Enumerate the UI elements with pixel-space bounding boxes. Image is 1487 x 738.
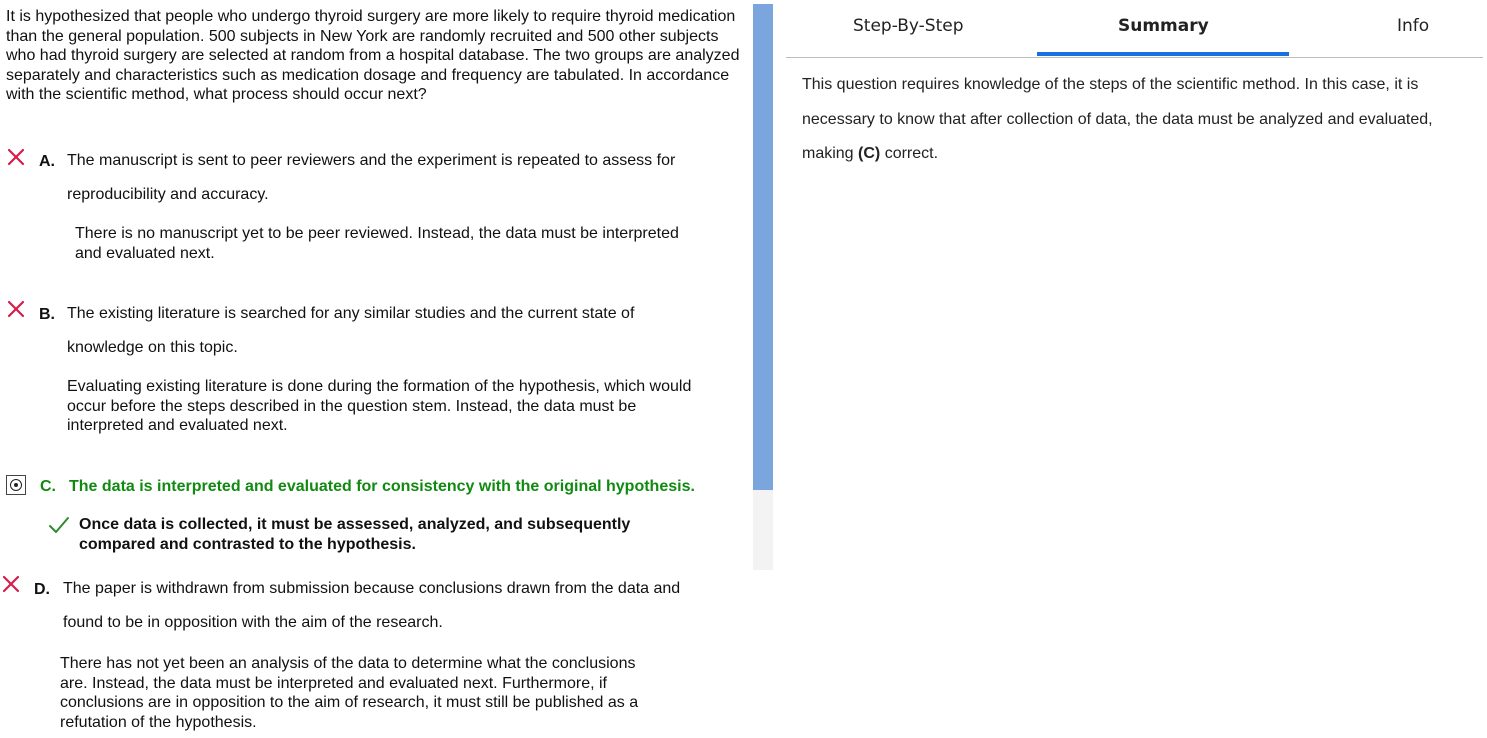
option-c-text[interactable]: The data is interpreted and evaluated for consistency with the original hypothesis. xyxy=(69,478,695,495)
summary-answer-letter: (C) xyxy=(858,145,881,162)
option-d-expl-line-1: There has not yet been an analysis of the data to determine what the conclusions xyxy=(60,655,636,672)
option-d-line-2: found to be in opposition with the aim of the research. xyxy=(63,614,443,631)
option-b-explanation xyxy=(67,377,691,436)
correct-check-icon xyxy=(48,516,70,534)
question-stem: It is hypothesized that people who undergo thyroid surgery are more likely to require thyroid medication than the general population. 500 subjects in New York are randomly recruited and 500 other subjects who had thyroid surgery are selected at random from a hospital database. The two groups are analyzed separately and characteristics such as medication dosage and frequency are tabulated. In accordance with the scientific method, what process should occur next? xyxy=(6,8,740,103)
summary-line-2: necessary to know that after collection of data, the data must be analyzed and evaluated, xyxy=(802,110,1433,128)
incorrect-x-icon xyxy=(7,148,27,168)
option-b-text[interactable] xyxy=(67,297,634,365)
option-d-letter[interactable]: D. xyxy=(34,581,50,598)
option-c-expl-line-2: compared and contrasted to the hypothesis. xyxy=(79,535,416,553)
option-d-text[interactable] xyxy=(63,572,680,640)
option-b-expl-line-1: Evaluating existing literature is done during the formation of the hypothesis, which would xyxy=(67,378,692,395)
option-a-text[interactable] xyxy=(67,144,675,212)
option-d-expl-line-3: conclusions are in opposition to the aim of research, it must still be published as a xyxy=(60,694,639,711)
option-b-expl-line-2: occur before the steps described in the question stem. Instead, the data must be xyxy=(67,397,637,415)
summary-line-3-post: correct. xyxy=(880,145,939,162)
summary-line-1: This question requires knowledge of the steps of the scientific method. In this case, it is xyxy=(802,76,1419,93)
tab-info[interactable]: Info xyxy=(1397,16,1430,36)
scrollbar-thumb[interactable] xyxy=(753,4,773,490)
summary-line-3 xyxy=(802,137,1482,172)
tab-summary[interactable]: Summary xyxy=(1118,16,1209,36)
radio-selected-icon[interactable] xyxy=(6,475,26,495)
option-a-explanation xyxy=(75,224,679,263)
incorrect-x-icon xyxy=(2,575,22,595)
option-a-expl-line-1: There is no manuscript yet to be peer reviewed. Instead, the data must be interpreted xyxy=(75,225,679,242)
option-d-expl-line-2: are. Instead, the data must be interpreted and evaluated next. Furthermore, if xyxy=(60,674,607,692)
option-a-line-2: reproducibility and accuracy. xyxy=(67,186,269,203)
summary-line-3-pre: making xyxy=(802,145,859,162)
option-d-expl-line-4: refutation of the hypothesis. xyxy=(60,713,257,731)
active-tab-indicator xyxy=(1037,52,1289,56)
summary-text xyxy=(802,68,1482,172)
radio-ring xyxy=(10,479,22,491)
option-a-letter[interactable]: A. xyxy=(39,153,55,170)
tab-step-by-step[interactable]: Step-By-Step xyxy=(853,16,964,36)
option-b-line-2: knowledge on this topic. xyxy=(67,339,238,356)
option-b-letter[interactable]: B. xyxy=(39,306,55,323)
option-b-expl-line-3: interpreted and evaluated next. xyxy=(67,417,288,434)
option-d-explanation xyxy=(60,654,638,732)
option-b-line-1: The existing literature is searched for any similar studies and the current state of xyxy=(67,305,635,322)
option-c-expl-line-1: Once data is collected, it must be assessed, analyzed, and subsequently xyxy=(79,516,631,533)
option-c-explanation xyxy=(79,515,630,554)
option-d-line-1: The paper is withdrawn from submission because conclusions drawn from the data and xyxy=(63,580,681,597)
option-c-letter[interactable]: C. xyxy=(40,478,56,495)
incorrect-x-icon xyxy=(7,300,27,320)
radio-dot xyxy=(14,483,18,487)
option-a-line-1: The manuscript is sent to peer reviewers and the experiment is repeated to assess for xyxy=(67,152,676,169)
option-a-expl-line-2: and evaluated next. xyxy=(75,244,215,262)
